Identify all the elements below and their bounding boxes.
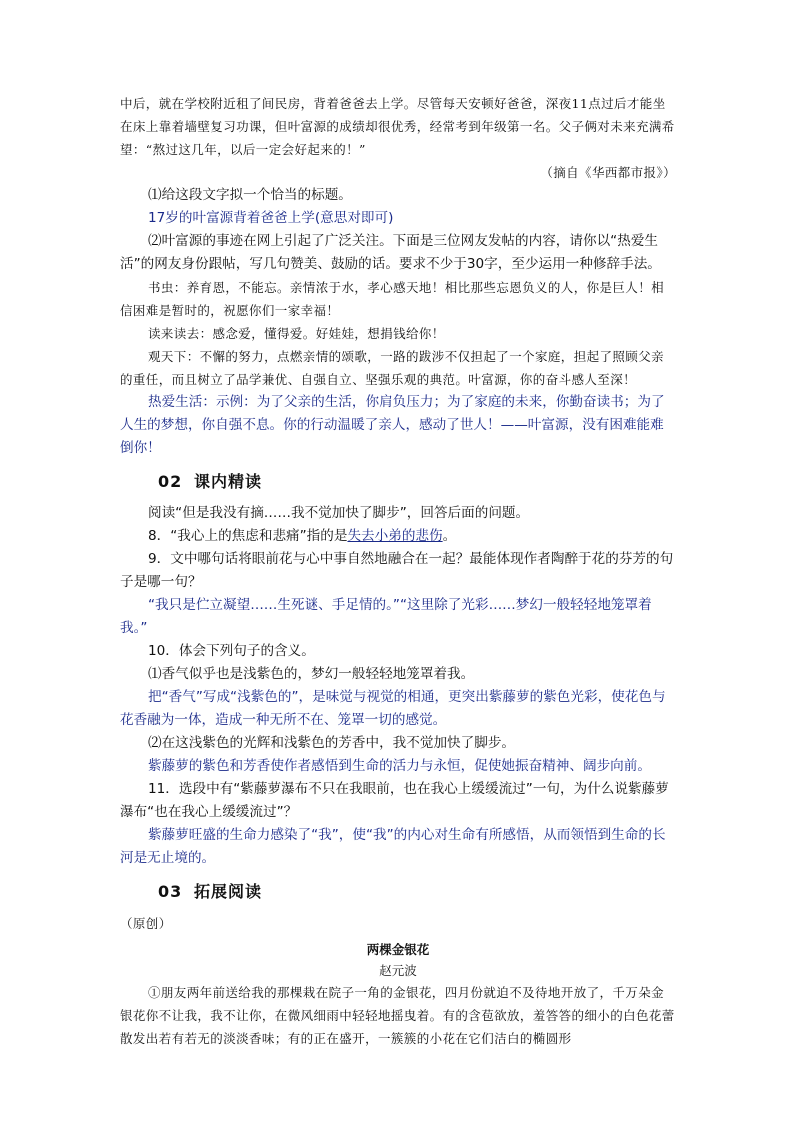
section-number: 02 [158, 472, 183, 491]
section-title: 课内精读 [194, 472, 263, 491]
question-10-1: ⑴香气似乎也是浅紫色的，梦幻一般轻轻地笼罩着我。 [148, 666, 475, 682]
answer-9: “我只是伫立凝望……生死谜、手足情的。”“这里除了光彩……梦幻一般轻轻地笼罩着我。” [120, 597, 652, 636]
answer-10-1: 把“香气”写成“浅紫色的”，是味觉与视觉的相通，更突出紫藤萝的紫色光彩，使花色与花香融为一体，造成一种无所不在、笼罩一切的感觉。 [120, 689, 666, 728]
question-10: 10．体会下列句子的含义。 [148, 643, 315, 659]
source-note: （摘自《华西都市报》） [540, 165, 676, 180]
original-tag: （原创） [120, 916, 172, 931]
question-9: 9．文中哪句话将眼前花与心中事自然地融合在一起？最能体现作者陶醉于花的芬芳的句子是哪一句？ [120, 551, 674, 590]
article-paragraph-1: ①朋友两年前送给我的那棵栽在院子一角的金银花，四月份就迫不及待地开放了，千万朵金银花你不让我，我不让你，在微风细雨中轻轻地摇曳着。有的含苞欲放，羞答答的细小的白色花蕾散发出若有若无的淡淡香味；有的正在盛开，一簇簇的小花在它们洁白的椭圆形 [120, 985, 675, 1046]
document-page [120, 92, 676, 1050]
question-10-2: ⑵在这浅紫色的光辉和浅紫色的芳香中，我不觉加快了脚步。 [148, 735, 516, 751]
post-bookworm: 书虫：养育恩，不能忘。亲情浓于水，孝心感天地！相比那些忘恩负义的人，你是巨人！相信困难是暂时的，祝愿你们一家幸福！ [120, 280, 665, 318]
section-title: 拓展阅读 [194, 882, 263, 901]
question-2: ⑵叶富源的事迹在网上引起了广泛关注。下面是三位网友发帖的内容，请你以“热爱生活”的网友身份跟帖，写几句赞美、鼓励的话。要求不少于30字，至少运用一种修辞手法。 [120, 233, 661, 272]
answer-8: 失去小弟的悲伤 [347, 528, 443, 544]
post-reader: 读来读去：感念爱，懂得爱。好娃娃，想捐钱给你！ [148, 326, 445, 341]
question-8-text: 8．“我心上的焦虑和悲痛”指的是 [148, 528, 348, 544]
answer-2: 热爱生活：示例：为了父亲的生活，你肩负压力；为了家庭的未来，你勤奋读书；为了人生的梦想，你自强不息。你的行动温暖了亲人，感动了世人！——叶富源，没有困难能难倒你！ [120, 394, 665, 456]
question-8-end: 。 [442, 528, 457, 544]
question-8 [120, 525, 676, 548]
question-11: 11．选段中有“紫藤萝瀑布不只在我眼前，也在我心上缓缓流过”一句，为什么说紫藤萝瀑布“也在我心上缓缓流过”？ [120, 781, 669, 820]
article-author: 赵元波 [379, 963, 417, 978]
top-passage: 中后，就在学校附近租了间民房，背着爸爸去上学。尽管每天安顿好爸爸，深夜11点过后才能坐在床上靠着墙壁复习功课，但叶富源的成绩却很优秀，经常考到年级第一名。父子俩对未来充满希望：“熬过这几年，以后一定会好起来的！” [120, 96, 675, 157]
post-observer: 观天下：不懈的努力，点燃亲情的颂歌，一路的跋涉不仅担起了一个家庭，担起了照顾父亲的重任，而且树立了品学兼优、自强自立、坚强乐观的典范。叶富源，你的奋斗感人至深！ [120, 349, 665, 387]
section-number: 03 [158, 882, 183, 901]
section-heading-2 [158, 470, 676, 493]
article-title: 两棵金银花 [366, 942, 430, 957]
question-1: ⑴给这段文字拟一个恰当的标题。 [148, 187, 352, 203]
section-heading-3 [158, 880, 676, 903]
answer-10-2: 紫藤萝的紫色和芳香使作者感悟到生命的活力与永恒，促使她振奋精神、阔步向前。 [148, 758, 651, 774]
answer-1: 17岁的叶富源背着爸爸上学(意思对即可) [148, 210, 394, 226]
answer-11: 紫藤萝旺盛的生命力感染了“我”，使“我”的内心对生命有所感悟，从而领悟到生命的长河是无止境的。 [120, 827, 666, 866]
section-2-intro: 阅读“但是我没有摘……我不觉加快了脚步”，回答后面的问题。 [148, 505, 530, 521]
